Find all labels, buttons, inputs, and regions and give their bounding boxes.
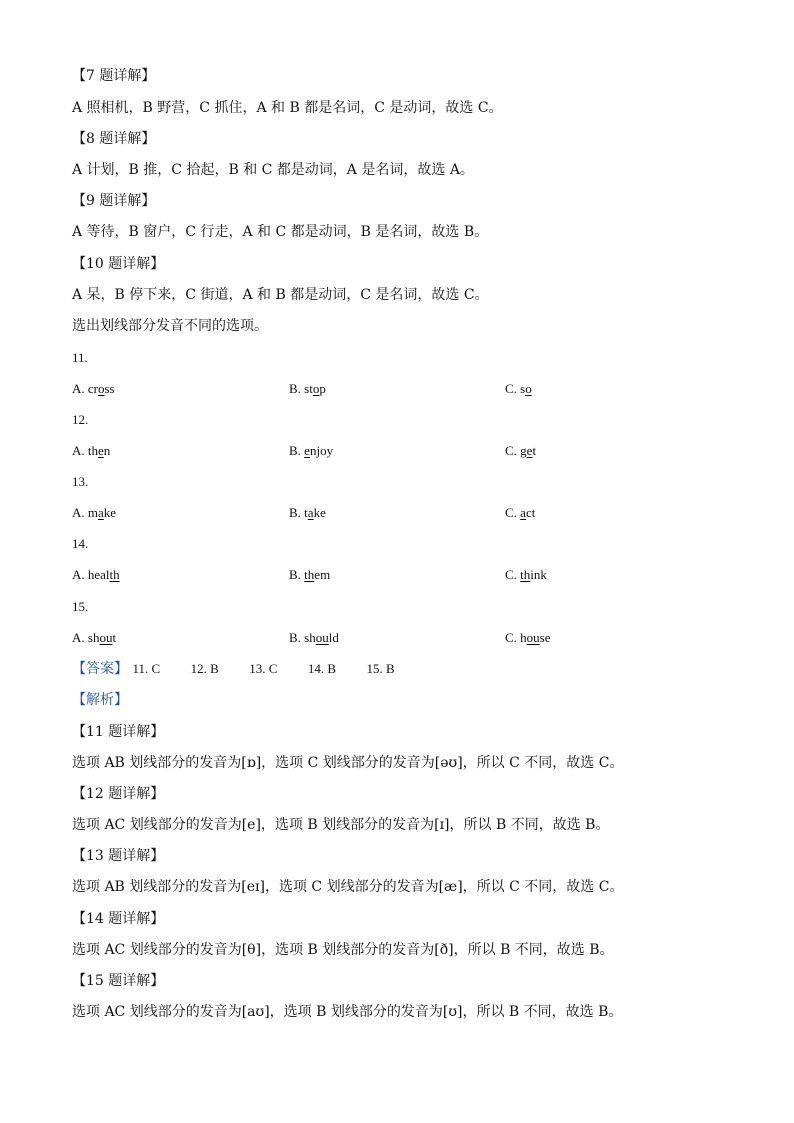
option-a: A. cross xyxy=(72,381,115,396)
option-a: A. then xyxy=(72,443,111,458)
question-number: 15. xyxy=(72,599,89,614)
heading-q14: 【14 题详解】 xyxy=(72,911,165,927)
answer-item: 13. C xyxy=(249,661,278,676)
option-b: B. enjoy xyxy=(289,443,334,458)
heading-q9: 【9 题详解】 xyxy=(72,193,156,209)
option-c: C. so xyxy=(505,381,532,396)
answer-label: 【答案】 xyxy=(72,661,128,677)
explanation-q9: A 等待，B 窗户，C 行走，A 和 C 都是动词，B 是名词，故选 B。 xyxy=(72,224,489,240)
explanation-q11: 选项 AB 划线部分的发音为[ɒ]，选项 C 划线部分的发音为[əʊ]，所以 C 不同，故选 C。 xyxy=(72,755,624,771)
question-number: 12. xyxy=(72,412,89,427)
explanation-q12: 选项 AC 划线部分的发音为[e]，选项 B 划线部分的发音为[ɪ]，所以 B 不同，故选 B。 xyxy=(72,817,610,833)
answer-item: 15. B xyxy=(366,661,395,676)
option-b: B. them xyxy=(289,567,331,582)
answer-item: 11. C xyxy=(132,661,161,676)
option-a: A. make xyxy=(72,505,117,520)
option-c: C. act xyxy=(505,505,536,520)
heading-q11: 【11 题详解】 xyxy=(72,724,165,740)
option-a: A. health xyxy=(72,567,120,582)
option-c: C. house xyxy=(505,630,551,645)
explanation-q7: A 照相机，B 野营，C 抓住，A 和 B 都是名词，C 是动词，故选 C。 xyxy=(72,100,503,116)
heading-q8: 【8 题详解】 xyxy=(72,131,156,147)
heading-q10: 【10 题详解】 xyxy=(72,256,165,272)
explanation-q10: A 呆，B 停下来，C 街道，A 和 B 都是动词，C 是名词，故选 C。 xyxy=(72,287,489,303)
analysis-label: 【解析】 xyxy=(72,692,128,708)
option-b: B. stop xyxy=(289,381,326,396)
section-instruction: 选出划线部分发音不同的选项。 xyxy=(72,318,268,334)
heading-q13: 【13 题详解】 xyxy=(72,848,165,864)
explanation-q13: 选项 AB 划线部分的发音为[eɪ]，选项 C 划线部分的发音为[æ]，所以 C 不同，故选 C。 xyxy=(72,879,624,895)
question-number: 13. xyxy=(72,474,89,489)
explanation-q8: A 计划，B 推，C 拾起，B 和 C 都是动词，A 是名词，故选 A。 xyxy=(72,162,474,178)
option-a: A. shout xyxy=(72,630,117,645)
explanation-q14: 选项 AC 划线部分的发音为[θ]，选项 B 划线部分的发音为[ð]，所以 B 不同，故选 B。 xyxy=(72,942,614,958)
answer-line xyxy=(72,660,421,678)
question-number: 11. xyxy=(72,350,88,365)
heading-q12: 【12 题详解】 xyxy=(72,786,165,802)
explanation-q15: 选项 AC 划线部分的发音为[aʊ]，选项 B 划线部分的发音为[ʊ]，所以 B 不同，故选 B。 xyxy=(72,1004,623,1020)
heading-q7: 【7 题详解】 xyxy=(72,68,156,84)
option-b: B. should xyxy=(289,630,339,645)
option-c: C. think xyxy=(505,567,547,582)
question-number: 14. xyxy=(72,536,89,551)
answer-item: 12. B xyxy=(190,661,219,676)
option-c: C. get xyxy=(505,443,537,458)
option-b: B. take xyxy=(289,505,326,520)
heading-q15: 【15 题详解】 xyxy=(72,973,165,989)
answer-item: 14. B xyxy=(307,661,337,676)
